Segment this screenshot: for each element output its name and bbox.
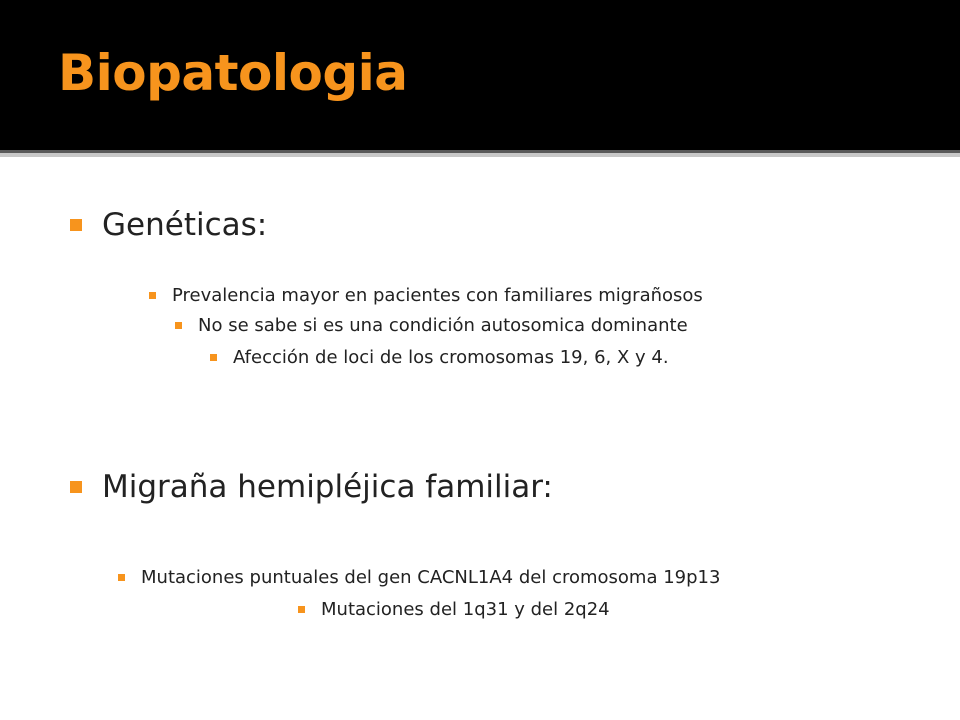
title-bar <box>0 0 960 150</box>
list-item-text: Mutaciones del 1q31 y del 2q24 <box>321 599 610 620</box>
section-heading-migrana <box>70 469 553 505</box>
list-item-text: Mutaciones puntuales del gen CACNL1A4 del cromosoma 19p13 <box>141 567 721 588</box>
list-item <box>149 285 703 306</box>
section-heading-geneticas <box>70 207 267 243</box>
square-bullet-icon <box>149 292 156 299</box>
list-item <box>298 599 610 620</box>
square-bullet-icon <box>175 322 182 329</box>
list-item-text: Afección de loci de los cromosomas 19, 6, X y 4. <box>233 347 669 368</box>
square-bullet-icon <box>70 481 82 493</box>
list-item <box>175 315 688 336</box>
list-item-text: No se sabe si es una condición autosomica dominante <box>198 315 688 336</box>
section-heading-text: Genéticas: <box>102 207 268 243</box>
square-bullet-icon <box>210 354 217 361</box>
list-item-text: Prevalencia mayor en pacientes con familiares migrañosos <box>172 285 703 306</box>
square-bullet-icon <box>118 574 125 581</box>
slide-title: Biopatologia <box>58 44 408 102</box>
square-bullet-icon <box>70 219 82 231</box>
list-item <box>210 347 669 368</box>
section-heading-text: Migraña hemipléjica familiar: <box>102 469 553 505</box>
slide-body <box>0 157 960 720</box>
square-bullet-icon <box>298 606 305 613</box>
list-item <box>118 567 720 588</box>
